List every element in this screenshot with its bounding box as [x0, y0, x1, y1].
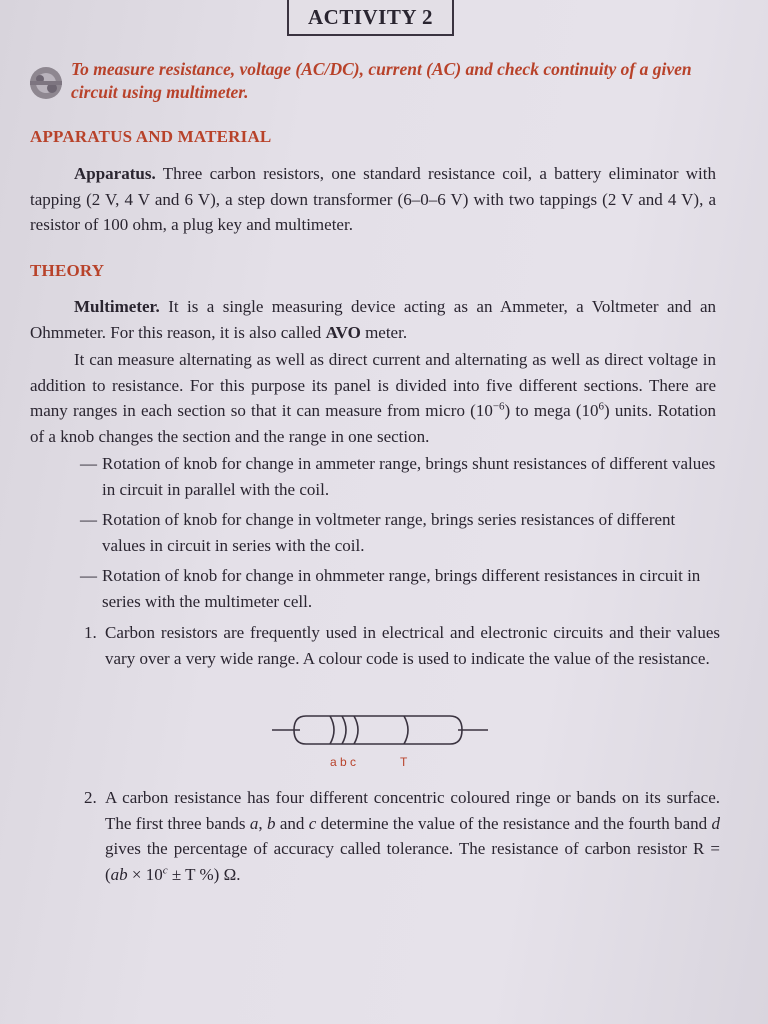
ranges-text-c: ) units. Rotation of a knob changes the section and the range in one section.: [30, 401, 716, 446]
multimeter-paragraph: [30, 294, 716, 345]
apparatus-lead: Apparatus.: [74, 164, 156, 183]
micro-exponent: −6: [492, 400, 505, 413]
formula-exponent: c: [162, 863, 168, 876]
avo-term: AVO: [325, 322, 361, 342]
gear-icon: [26, 61, 66, 105]
band-t: [404, 716, 408, 744]
multimeter-text: It is a single measuring device acting as an Ammeter, a Voltmeter and an Ohmmeter. For this reason, it is also called: [30, 297, 716, 342]
bullet-dash: —: [80, 510, 97, 529]
var-b: b: [266, 813, 276, 833]
band-labels: a b c: [330, 755, 357, 769]
point-text: [105, 785, 720, 887]
point-2: [84, 785, 720, 887]
apparatus-text: Three carbon resistors, one standard resistance coil, a battery eliminator with tapping (2 V, 4 V and 6 V), a step down transformer (6–0–6 V) with two tappings (2 V and 4 V), a resistor of 100 ohm, a plug key and multimeter.: [30, 164, 716, 234]
bullet-ohmmeter: [80, 563, 716, 614]
var-c: c: [308, 813, 317, 833]
text-d: determine the value of the resistance and the fourth band: [316, 813, 712, 833]
point-1: [84, 620, 720, 671]
formula-mid: × 10: [127, 864, 163, 884]
band-c: [354, 716, 358, 744]
aim-statement: To measure resistance, voltage (AC/DC), current (AC) and check continuity of a given circuit using multimeter.: [71, 59, 692, 102]
formula-end: ± T %) Ω.: [167, 864, 241, 884]
text-c: and: [275, 813, 309, 833]
point-text: Carbon resistors are frequently used in electrical and electronic circuits and their values vary over a very wide range. A colour code is used to indicate the value of the resistance.: [105, 623, 720, 668]
var-d: d: [711, 813, 721, 833]
bullet-text: Rotation of knob for change in ammeter range, brings shunt resistances of different values in circuit in parallel with the coil.: [102, 454, 716, 499]
mega-exponent: 6: [598, 400, 605, 413]
text-a: A carbon resistance has four different concentric coloured ringe or bands on its surface. The first three bands: [105, 788, 720, 833]
ranges-text-a: It can measure alternating as well as direct current and alternating as well as direct voltage in addition to resistance. For this purpose its panel is divided into five different sections. There are many ranges in each section so that it can measure from micro (10: [30, 350, 716, 420]
ranges-text-b: ) to mega (10: [504, 401, 599, 420]
bullet-text: Rotation of knob for change in voltmeter range, brings series resistances of different values in circuit in series with the coil.: [102, 510, 676, 555]
bullet-dash: —: [80, 566, 97, 585]
activity-title: ACTIVITY 2: [287, 0, 454, 36]
var-a: a: [249, 813, 259, 833]
text-e: gives the percentage of accuracy called tolerance. The resistance of carbon resistor R = (: [105, 839, 720, 884]
apparatus-paragraph: [30, 161, 716, 238]
resistor-diagram: [270, 708, 490, 772]
multimeter-lead: Multimeter.: [74, 297, 160, 316]
point-number: 2.: [84, 788, 97, 807]
bullet-ammeter: [80, 451, 716, 502]
bullet-text: Rotation of knob for change in ohmmeter range, brings different resistances in circuit in series with the multimeter cell.: [102, 566, 701, 611]
band-a: [330, 716, 334, 744]
tolerance-label: T: [400, 755, 408, 769]
bullet-voltmeter: [80, 507, 716, 558]
apparatus-heading: APPARATUS AND MATERIAL: [30, 127, 272, 146]
point-number: 1.: [84, 623, 97, 642]
theory-heading: THEORY: [30, 261, 105, 280]
bullet-dash: —: [80, 454, 97, 473]
multimeter-text-end: meter.: [360, 322, 408, 342]
band-b: [342, 716, 346, 744]
text-b: ,: [258, 813, 267, 833]
ranges-paragraph: [30, 347, 716, 449]
formula-ab: ab: [110, 864, 128, 884]
